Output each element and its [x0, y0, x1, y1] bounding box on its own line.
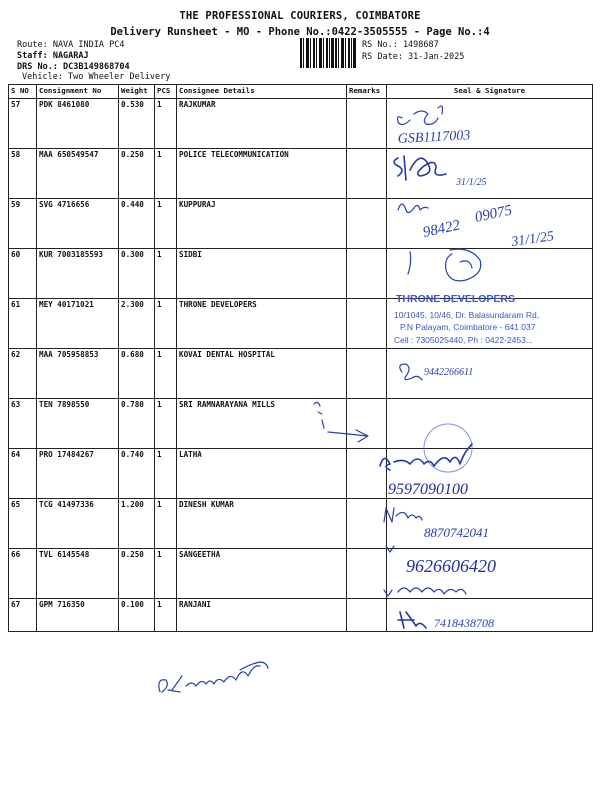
handwritten-number-59b: 09075 — [473, 202, 514, 226]
row-weight: 2.300 — [119, 299, 155, 349]
drs-number: DRS No.: DC3B149868704 — [17, 62, 130, 72]
row-pcs: 1 — [155, 99, 177, 149]
row-remarks — [347, 549, 387, 599]
row-weight: 0.250 — [119, 149, 155, 199]
table-row — [9, 449, 593, 499]
row-signature — [387, 199, 593, 249]
row-weight: 0.780 — [119, 399, 155, 449]
row-pcs: 1 — [155, 349, 177, 399]
staff-signature — [159, 662, 268, 692]
handwritten-date-59: 31/1/25 — [510, 229, 555, 250]
row-pcs: 1 — [155, 249, 177, 299]
row-consignee: SANGEETHA — [177, 549, 347, 599]
row-sno: 58 — [9, 149, 37, 199]
handwritten-number-66: 9626606420 — [406, 556, 496, 576]
row-consignment-no: TEN 7898550 — [37, 399, 119, 449]
table-row — [9, 499, 593, 549]
row-remarks — [347, 249, 387, 299]
handwritten-code-57: GSB1117003 — [397, 128, 471, 147]
company-title: THE PROFESSIONAL COURIERS, COIMBATORE — [179, 10, 421, 22]
row-sno: 61 — [9, 299, 37, 349]
table-row — [9, 599, 593, 632]
row-signature — [387, 149, 593, 199]
rs-date: RS Date: 31-Jan-2025 — [362, 52, 465, 62]
col-weight: Weight — [119, 85, 155, 99]
runsheet-table — [8, 84, 593, 632]
row-weight: 0.300 — [119, 249, 155, 299]
row-consignee: THRONE DEVELOPERS — [177, 299, 347, 349]
row-sno: 66 — [9, 549, 37, 599]
row-pcs: 1 — [155, 399, 177, 449]
row-consignee: DINESH KUMAR — [177, 499, 347, 549]
row-sno: 65 — [9, 499, 37, 549]
table-row — [9, 349, 593, 399]
table-row — [9, 249, 593, 299]
row-signature — [387, 599, 593, 632]
row-pcs: 1 — [155, 149, 177, 199]
row-weight: 0.680 — [119, 349, 155, 399]
row-weight: 0.740 — [119, 449, 155, 499]
col-remarks: Remarks — [347, 85, 387, 99]
row-signature — [387, 249, 593, 299]
handwritten-number-62: 9442266611 — [424, 367, 474, 378]
row-sno: 59 — [9, 199, 37, 249]
table-row — [9, 399, 593, 449]
row-pcs: 1 — [155, 199, 177, 249]
col-consignee: Consignee Details — [177, 85, 347, 99]
col-pcs: PCS — [155, 85, 177, 99]
row-pcs: 1 — [155, 599, 177, 632]
table-header-row — [9, 85, 593, 99]
row-signature — [387, 299, 593, 349]
row-weight: 0.100 — [119, 599, 155, 632]
row-consignee: LATHA — [177, 449, 347, 499]
row-remarks — [347, 99, 387, 149]
table-row — [9, 199, 593, 249]
row-sno: 67 — [9, 599, 37, 632]
row-weight: 0.530 — [119, 99, 155, 149]
row-pcs: 1 — [155, 499, 177, 549]
row-consignment-no: PDK 8461080 — [37, 99, 119, 149]
row-consignment-no: SVG 4716656 — [37, 199, 119, 249]
row-remarks — [347, 299, 387, 349]
row-consignee: SIDBI — [177, 249, 347, 299]
row-sno: 64 — [9, 449, 37, 499]
handwritten-number-65: 8870742041 — [424, 525, 489, 540]
row-signature — [387, 549, 593, 599]
row-signature — [387, 449, 593, 499]
row-consignee: KOVAI DENTAL HOSPITAL — [177, 349, 347, 399]
row-consignee: RAJKUMAR — [177, 99, 347, 149]
barcode-image — [300, 38, 356, 68]
row-weight: 0.250 — [119, 549, 155, 599]
row-consignee: SRI RAMNARAYANA MILLS — [177, 399, 347, 449]
row-pcs: 1 — [155, 299, 177, 349]
handwritten-number-64: 9597090100 — [388, 481, 468, 498]
table-row — [9, 149, 593, 199]
row-pcs: 1 — [155, 549, 177, 599]
row-signature — [387, 499, 593, 549]
row-signature — [387, 349, 593, 399]
stamp-line3-61: P.N Palayam, Coimbatore - 641 037 — [400, 322, 536, 332]
staff-label: Staff: NAGARAJ — [17, 51, 89, 61]
row-sno: 57 — [9, 99, 37, 149]
row-pcs: 1 — [155, 449, 177, 499]
row-sno: 62 — [9, 349, 37, 399]
route-label: Route: NAVA INDIA PC4 — [17, 40, 125, 50]
stamp-line2-61: 10/1045, 10/46, Dr. Balasundaram Rd, — [394, 310, 540, 320]
row-signature — [387, 399, 593, 449]
row-remarks — [347, 499, 387, 549]
rs-number: RS No.: 1498687 — [362, 40, 439, 50]
row-weight: 0.440 — [119, 199, 155, 249]
row-consignment-no: KUR 7003185593 — [37, 249, 119, 299]
handwritten-date-58: 31/1/25 — [456, 177, 487, 188]
runsheet-subtitle: Delivery Runsheet - MO - Phone No.:0422-3505555 - Page No.:4 — [110, 26, 490, 38]
table-row — [9, 99, 593, 149]
row-consignee: KUPPURAJ — [177, 199, 347, 249]
row-sno: 63 — [9, 399, 37, 449]
stamp-line4-61: Cell : 7305025440, Ph : 0422-2453... — [394, 335, 533, 345]
row-remarks — [347, 399, 387, 449]
col-consignment: Consignment No — [37, 85, 119, 99]
row-consignment-no: GPM 716350 — [37, 599, 119, 632]
stamp-line1-61: THRONE DEVELOPERS — [396, 293, 516, 305]
col-sno: S NO — [9, 85, 37, 99]
row-sno: 60 — [9, 249, 37, 299]
row-consignment-no: TCG 41497336 — [37, 499, 119, 549]
row-remarks — [347, 449, 387, 499]
row-remarks — [347, 199, 387, 249]
row-consignment-no: PRO 17484267 — [37, 449, 119, 499]
row-consignment-no: MEY 40171021 — [37, 299, 119, 349]
row-consignment-no: MAA 650549547 — [37, 149, 119, 199]
handwritten-number-59: 98422 — [421, 217, 462, 241]
table-row — [9, 299, 593, 349]
handwritten-number-67: 7418438708 — [434, 616, 494, 630]
row-remarks — [347, 599, 387, 632]
col-signature: Seal & Signature — [387, 85, 593, 99]
row-signature — [387, 99, 593, 149]
row-weight: 1.200 — [119, 499, 155, 549]
row-remarks — [347, 149, 387, 199]
table-row — [9, 549, 593, 599]
row-consignment-no: TVL 6145548 — [37, 549, 119, 599]
row-consignee: POLICE TELECOMMUNICATION — [177, 149, 347, 199]
row-remarks — [347, 349, 387, 399]
row-consignee: RANJANI — [177, 599, 347, 632]
row-consignment-no: MAA 705958853 — [37, 349, 119, 399]
vehicle-label: Vehicle: Two Wheeler Delivery — [22, 72, 171, 82]
